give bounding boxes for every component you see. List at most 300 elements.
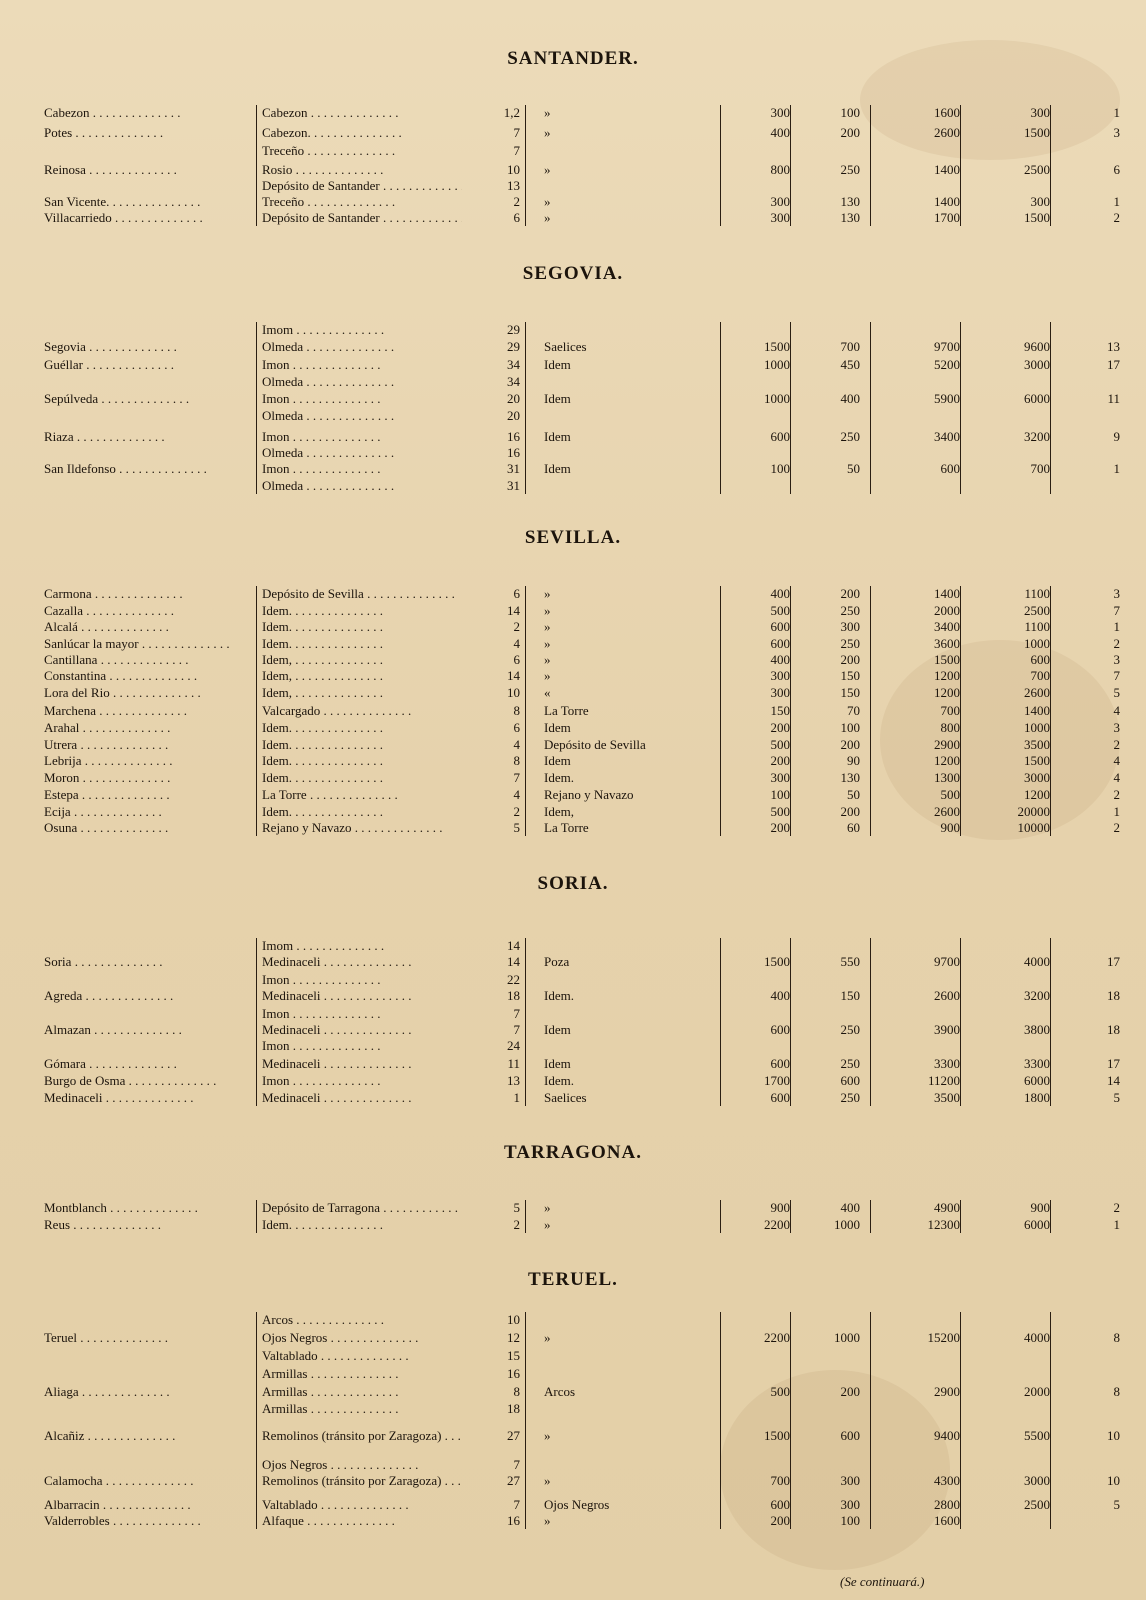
cell-c: 2900 — [934, 737, 960, 752]
cell-c: 5200 — [934, 357, 960, 372]
cell-b: 70 — [847, 703, 860, 718]
cell-town: Valderrobles . . . — [44, 1513, 244, 1528]
cell-e: 2 — [1113, 820, 1120, 835]
cell-e: 3 — [1113, 125, 1120, 140]
cell-alt: » — [544, 1428, 551, 1443]
column-rule — [525, 105, 526, 226]
cell-town: Agreda . . . — [44, 988, 244, 1003]
cell-e: 2 — [1113, 1200, 1120, 1215]
cell-d: 4000 — [1024, 1330, 1050, 1345]
cell-town: Ecija . . . — [44, 804, 244, 819]
cell-a: 500 — [770, 603, 790, 618]
cell-c: 2900 — [934, 1384, 960, 1399]
column-rule — [1050, 322, 1051, 494]
cell-e: 2 — [1113, 737, 1120, 752]
cell-town: Potes . . . — [44, 125, 244, 140]
cell-alt: Idem — [544, 429, 571, 444]
cell-a: 2200 — [764, 1330, 790, 1345]
cell-c: 1400 — [934, 586, 960, 601]
cell-src: Depósito de Tarragona . . . — [262, 1200, 462, 1215]
cell-src: Imom . . . — [262, 938, 462, 953]
cell-n: 4 — [513, 737, 520, 752]
cell-c: 1300 — [934, 770, 960, 785]
cell-n: 6 — [513, 586, 520, 601]
cell-d: 4000 — [1024, 954, 1050, 969]
column-rule — [870, 105, 871, 226]
cell-town: Alcalá . . . — [44, 619, 244, 634]
cell-b: 150 — [840, 668, 860, 683]
cell-n: 16 — [507, 429, 520, 444]
column-rule — [525, 938, 526, 1106]
cell-src: Remolinos (tránsito por Zaragoza) . . . — [262, 1473, 462, 1488]
cell-alt: Arcos — [544, 1384, 576, 1399]
cell-src: Olmeda . . . — [262, 478, 462, 493]
cell-e: 10 — [1107, 1428, 1120, 1443]
cell-n: 12 — [507, 1330, 520, 1345]
cell-town: Estepa . . . — [44, 787, 244, 802]
cell-town: Carmona . . . — [44, 586, 244, 601]
cell-e: 5 — [1113, 1090, 1120, 1105]
cell-n: 4 — [513, 636, 520, 651]
cell-src: Idem. . . . — [262, 636, 462, 651]
cell-src: Medinaceli . . . — [262, 1056, 462, 1071]
cell-c: 9700 — [934, 339, 960, 354]
cell-d: 1100 — [1024, 619, 1050, 634]
column-rule — [960, 1200, 961, 1233]
cell-alt: » — [544, 125, 551, 140]
cell-b: 250 — [840, 162, 860, 177]
cell-n: 29 — [507, 322, 520, 337]
cell-c: 2800 — [934, 1497, 960, 1512]
cell-e: 18 — [1107, 1022, 1120, 1037]
cell-c: 1600 — [934, 1513, 960, 1528]
cell-c: 1200 — [934, 668, 960, 683]
cell-a: 800 — [770, 162, 790, 177]
cell-a: 1700 — [764, 1073, 790, 1088]
cell-d: 300 — [1030, 105, 1050, 120]
cell-town: Almazan . . . — [44, 1022, 244, 1037]
cell-b: 400 — [840, 391, 860, 406]
cell-n: 31 — [507, 478, 520, 493]
cell-town: Cazalla . . . — [44, 603, 244, 618]
cell-c: 12300 — [927, 1217, 960, 1232]
cell-c: 2000 — [934, 603, 960, 618]
cell-b: 250 — [840, 1056, 860, 1071]
cell-town: Lebrija . . . — [44, 753, 244, 768]
cell-c: 2600 — [934, 988, 960, 1003]
cell-b: 250 — [840, 603, 860, 618]
cell-src: Armillas . . . — [262, 1366, 462, 1381]
cell-b: 600 — [840, 1428, 860, 1443]
cell-src: Idem. . . . — [262, 804, 462, 819]
cell-c: 3400 — [934, 619, 960, 634]
cell-src: Medinaceli . . . — [262, 988, 462, 1003]
cell-alt: Idem. — [544, 988, 574, 1003]
cell-n: 18 — [507, 1401, 520, 1416]
cell-e: 18 — [1107, 988, 1120, 1003]
column-rule — [870, 1312, 871, 1529]
cell-n: 14 — [507, 603, 520, 618]
cell-d: 600 — [1030, 652, 1050, 667]
cell-town: Reus . . . — [44, 1217, 244, 1232]
cell-d: 2500 — [1024, 1497, 1050, 1512]
cell-n: 20 — [507, 391, 520, 406]
cell-src: Olmeda . . . — [262, 445, 462, 460]
cell-alt: Idem — [544, 1056, 571, 1071]
cell-d: 1400 — [1024, 703, 1050, 718]
cell-alt: Poza — [544, 954, 570, 969]
cell-c: 5900 — [934, 391, 960, 406]
cell-b: 450 — [840, 357, 860, 372]
cell-a: 200 — [770, 720, 790, 735]
cell-town: Medinaceli . . . — [44, 1090, 244, 1105]
cell-town: Moron . . . — [44, 770, 244, 785]
cell-alt: » — [544, 668, 551, 683]
column-rule — [1050, 105, 1051, 226]
cell-town: San Vicente. . . . — [44, 194, 244, 209]
cell-c: 600 — [940, 461, 960, 476]
cell-alt: Depósito de Sevilla — [544, 737, 646, 752]
cell-town: Cantillana . . . — [44, 652, 244, 667]
cell-n: 10 — [507, 162, 520, 177]
cell-b: 250 — [840, 636, 860, 651]
cell-d: 9600 — [1024, 339, 1050, 354]
cell-c: 1400 — [934, 194, 960, 209]
cell-n: 8 — [513, 753, 520, 768]
cell-e: 1 — [1113, 804, 1120, 819]
cell-town: Sepúlveda . . . — [44, 391, 244, 406]
cell-n: 27 — [507, 1428, 520, 1443]
cell-n: 8 — [513, 1384, 520, 1399]
column-rule — [525, 322, 526, 494]
cell-a: 600 — [770, 619, 790, 634]
cell-a: 100 — [770, 787, 790, 802]
cell-town: Gómara . . . — [44, 1056, 244, 1071]
cell-src: Arcos . . . — [262, 1312, 462, 1327]
cell-n: 18 — [507, 988, 520, 1003]
cell-town: Albarracin . . . — [44, 1497, 244, 1512]
cell-a: 1500 — [764, 339, 790, 354]
cell-d: 1500 — [1024, 753, 1050, 768]
cell-n: 2 — [513, 194, 520, 209]
cell-n: 6 — [513, 652, 520, 667]
cell-n: 6 — [513, 210, 520, 225]
cell-b: 1000 — [834, 1217, 860, 1232]
cell-c: 4900 — [934, 1200, 960, 1215]
cell-e: 7 — [1113, 603, 1120, 618]
cell-alt: » — [544, 636, 551, 651]
cell-alt: » — [544, 586, 551, 601]
cell-n: 29 — [507, 339, 520, 354]
cell-e: 13 — [1107, 339, 1120, 354]
cell-b: 200 — [840, 737, 860, 752]
cell-b: 130 — [840, 770, 860, 785]
cell-src: Ojos Negros . . . — [262, 1330, 462, 1345]
cell-b: 130 — [840, 210, 860, 225]
column-rule — [256, 105, 257, 226]
cell-a: 300 — [770, 685, 790, 700]
cell-alt: » — [544, 105, 551, 120]
column-rule — [960, 322, 961, 494]
cell-alt: » — [544, 1200, 551, 1215]
cell-d: 6000 — [1024, 1073, 1050, 1088]
cell-n: 27 — [507, 1473, 520, 1488]
cell-c: 1200 — [934, 753, 960, 768]
cell-b: 700 — [840, 339, 860, 354]
cell-d: 10000 — [1017, 820, 1050, 835]
cell-src: Treceño . . . — [262, 194, 462, 209]
cell-alt: Idem — [544, 391, 571, 406]
column-rule — [870, 322, 871, 494]
cell-e: 17 — [1107, 357, 1120, 372]
cell-e: 5 — [1113, 685, 1120, 700]
cell-src: Olmeda . . . — [262, 408, 462, 423]
paper-stain — [720, 1370, 950, 1570]
column-rule — [960, 1312, 961, 1529]
cell-town: Aliaga . . . — [44, 1384, 244, 1399]
column-rule — [960, 938, 961, 1106]
cell-b: 100 — [840, 105, 860, 120]
cell-c: 1200 — [934, 685, 960, 700]
cell-n: 2 — [513, 804, 520, 819]
cell-alt: La Torre — [544, 820, 589, 835]
cell-src: Idem. . . . — [262, 720, 462, 735]
column-rule — [1050, 1200, 1051, 1233]
cell-alt: Idem. — [544, 1073, 574, 1088]
cell-d: 2500 — [1024, 603, 1050, 618]
cell-town: Osuna . . . — [44, 820, 244, 835]
cell-d: 1100 — [1024, 586, 1050, 601]
column-rule — [960, 105, 961, 226]
cell-src: Idem, . . . — [262, 668, 462, 683]
cell-c: 4300 — [934, 1473, 960, 1488]
cell-a: 500 — [770, 1384, 790, 1399]
cell-a: 500 — [770, 737, 790, 752]
cell-d: 2600 — [1024, 685, 1050, 700]
cell-d: 300 — [1030, 194, 1050, 209]
cell-d: 3200 — [1024, 988, 1050, 1003]
cell-e: 3 — [1113, 720, 1120, 735]
cell-b: 100 — [840, 1513, 860, 1528]
cell-n: 13 — [507, 1073, 520, 1088]
cell-d: 3200 — [1024, 429, 1050, 444]
cell-b: 250 — [840, 1022, 860, 1037]
cell-town: Reinosa . . . — [44, 162, 244, 177]
cell-n: 14 — [507, 954, 520, 969]
cell-n: 16 — [507, 1366, 520, 1381]
cell-n: 7 — [513, 1497, 520, 1512]
cell-n: 13 — [507, 178, 520, 193]
cell-c: 800 — [940, 720, 960, 735]
cell-b: 150 — [840, 988, 860, 1003]
cell-n: 5 — [513, 1200, 520, 1215]
column-rule — [1050, 586, 1051, 836]
cell-c: 1700 — [934, 210, 960, 225]
cell-d: 5500 — [1024, 1428, 1050, 1443]
column-rule — [256, 1312, 257, 1529]
cell-town: Villacarriedo . . . — [44, 210, 244, 225]
cell-a: 400 — [770, 988, 790, 1003]
cell-a: 600 — [770, 1497, 790, 1512]
column-rule — [525, 586, 526, 836]
cell-d: 3300 — [1024, 1056, 1050, 1071]
cell-alt: Idem, — [544, 804, 574, 819]
cell-src: Idem. . . . — [262, 603, 462, 618]
cell-e: 10 — [1107, 1473, 1120, 1488]
cell-src: Depósito de Santander . . . — [262, 178, 462, 193]
cell-a: 150 — [770, 703, 790, 718]
cell-alt: Saelices — [544, 1090, 587, 1105]
cell-a: 700 — [770, 1473, 790, 1488]
cell-d: 1500 — [1024, 125, 1050, 140]
cell-e: 3 — [1113, 586, 1120, 601]
cell-src: Valtablado . . . — [262, 1348, 462, 1363]
cell-e: 1 — [1113, 105, 1120, 120]
column-rule — [1050, 1312, 1051, 1529]
column-rule — [525, 1200, 526, 1233]
cell-a: 600 — [770, 429, 790, 444]
cell-src: Alfaque . . . — [262, 1513, 462, 1528]
column-rule — [525, 1312, 526, 1529]
cell-town: Segovia . . . — [44, 339, 244, 354]
cell-town: Sanlúcar la mayor . . . — [44, 636, 244, 651]
cell-e: 1 — [1113, 1217, 1120, 1232]
cell-src: Imom . . . — [262, 322, 462, 337]
cell-b: 300 — [840, 1473, 860, 1488]
cell-town: Cabezon . . . — [44, 105, 244, 120]
cell-b: 200 — [840, 125, 860, 140]
cell-a: 1000 — [764, 391, 790, 406]
cell-a: 1500 — [764, 1428, 790, 1443]
section-title: SANTANDER. — [507, 48, 639, 69]
cell-src: Imon . . . — [262, 391, 462, 406]
cell-alt: » — [544, 1513, 551, 1528]
cell-alt: « — [544, 685, 551, 700]
cell-b: 50 — [847, 787, 860, 802]
cell-src: Imon . . . — [262, 461, 462, 476]
column-rule — [790, 105, 791, 226]
cell-town: Utrera . . . — [44, 737, 244, 752]
cell-d: 700 — [1030, 668, 1050, 683]
column-rule — [790, 1200, 791, 1233]
cell-src: Medinaceli . . . — [262, 1022, 462, 1037]
cell-src: Idem. . . . — [262, 737, 462, 752]
cell-src: Imon . . . — [262, 1073, 462, 1088]
cell-alt: Idem — [544, 753, 571, 768]
cell-d: 3800 — [1024, 1022, 1050, 1037]
cell-n: 8 — [513, 703, 520, 718]
cell-n: 4 — [513, 787, 520, 802]
cell-src: Armillas . . . — [262, 1384, 462, 1399]
cell-b: 550 — [840, 954, 860, 969]
cell-b: 50 — [847, 461, 860, 476]
cell-src: Cabezon. . . . — [262, 125, 462, 140]
cell-alt: » — [544, 1330, 551, 1345]
column-rule — [256, 586, 257, 836]
cell-c: 500 — [940, 787, 960, 802]
cell-e: 3 — [1113, 652, 1120, 667]
cell-n: 14 — [507, 668, 520, 683]
cell-e: 17 — [1107, 1056, 1120, 1071]
cell-town: San Ildefonso . . . — [44, 461, 244, 476]
cell-n: 1,2 — [503, 105, 520, 120]
cell-n: 7 — [513, 125, 520, 140]
cell-b: 200 — [840, 804, 860, 819]
cell-b: 130 — [840, 194, 860, 209]
cell-d: 20000 — [1017, 804, 1050, 819]
cell-alt: Ojos Negros — [544, 1497, 610, 1512]
cell-e: 14 — [1107, 1073, 1120, 1088]
cell-n: 5 — [513, 820, 520, 835]
cell-d: 900 — [1030, 1200, 1050, 1215]
cell-e: 4 — [1113, 753, 1120, 768]
cell-b: 400 — [840, 1200, 860, 1215]
cell-e: 8 — [1113, 1330, 1120, 1345]
cell-c: 9700 — [934, 954, 960, 969]
cell-n: 31 — [507, 461, 520, 476]
cell-n: 7 — [513, 1006, 520, 1021]
column-rule — [870, 586, 871, 836]
cell-alt: » — [544, 1217, 551, 1232]
cell-alt: Rejano y Navazo — [544, 787, 634, 802]
cell-c: 15200 — [927, 1330, 960, 1345]
cell-town: Burgo de Osma . . . — [44, 1073, 244, 1088]
cell-a: 1000 — [764, 357, 790, 372]
cell-a: 400 — [770, 652, 790, 667]
cell-d: 6000 — [1024, 391, 1050, 406]
cell-town: Guéllar . . . — [44, 357, 244, 372]
cell-src: Medinaceli . . . — [262, 954, 462, 969]
cell-src: Ojos Negros . . . — [262, 1457, 462, 1472]
continuation-note: (Se continuará.) — [840, 1574, 925, 1589]
cell-b: 300 — [840, 619, 860, 634]
cell-town: Alcañiz . . . — [44, 1428, 244, 1443]
cell-alt: » — [544, 1473, 551, 1488]
cell-alt: Idem — [544, 1022, 571, 1037]
cell-d: 1000 — [1024, 636, 1050, 651]
cell-alt: » — [544, 162, 551, 177]
cell-a: 200 — [770, 1513, 790, 1528]
cell-n: 2 — [513, 619, 520, 634]
cell-src: Cabezon . . . — [262, 105, 462, 120]
cell-alt: Idem — [544, 357, 571, 372]
cell-c: 2600 — [934, 804, 960, 819]
section-title: SEVILLA. — [524, 527, 622, 548]
cell-alt: Saelices — [544, 339, 587, 354]
cell-a: 400 — [770, 125, 790, 140]
cell-alt: » — [544, 194, 551, 209]
cell-alt: La Torre — [544, 703, 589, 718]
cell-src: Imon . . . — [262, 972, 462, 987]
column-rule — [256, 322, 257, 494]
cell-a: 600 — [770, 636, 790, 651]
cell-n: 10 — [507, 685, 520, 700]
cell-src: Valcargado . . . — [262, 703, 462, 718]
cell-d: 1800 — [1024, 1090, 1050, 1105]
cell-a: 400 — [770, 586, 790, 601]
cell-c: 3500 — [934, 1090, 960, 1105]
cell-c: 9400 — [934, 1428, 960, 1443]
cell-d: 3000 — [1024, 1473, 1050, 1488]
cell-town: Soria . . . — [44, 954, 244, 969]
cell-src: Imon . . . — [262, 357, 462, 372]
cell-src: Rosio . . . — [262, 162, 462, 177]
cell-src: Idem. . . . — [262, 619, 462, 634]
cell-src: Imon . . . — [262, 1006, 462, 1021]
cell-e: 2 — [1113, 787, 1120, 802]
cell-d: 3000 — [1024, 770, 1050, 785]
cell-d: 700 — [1030, 461, 1050, 476]
